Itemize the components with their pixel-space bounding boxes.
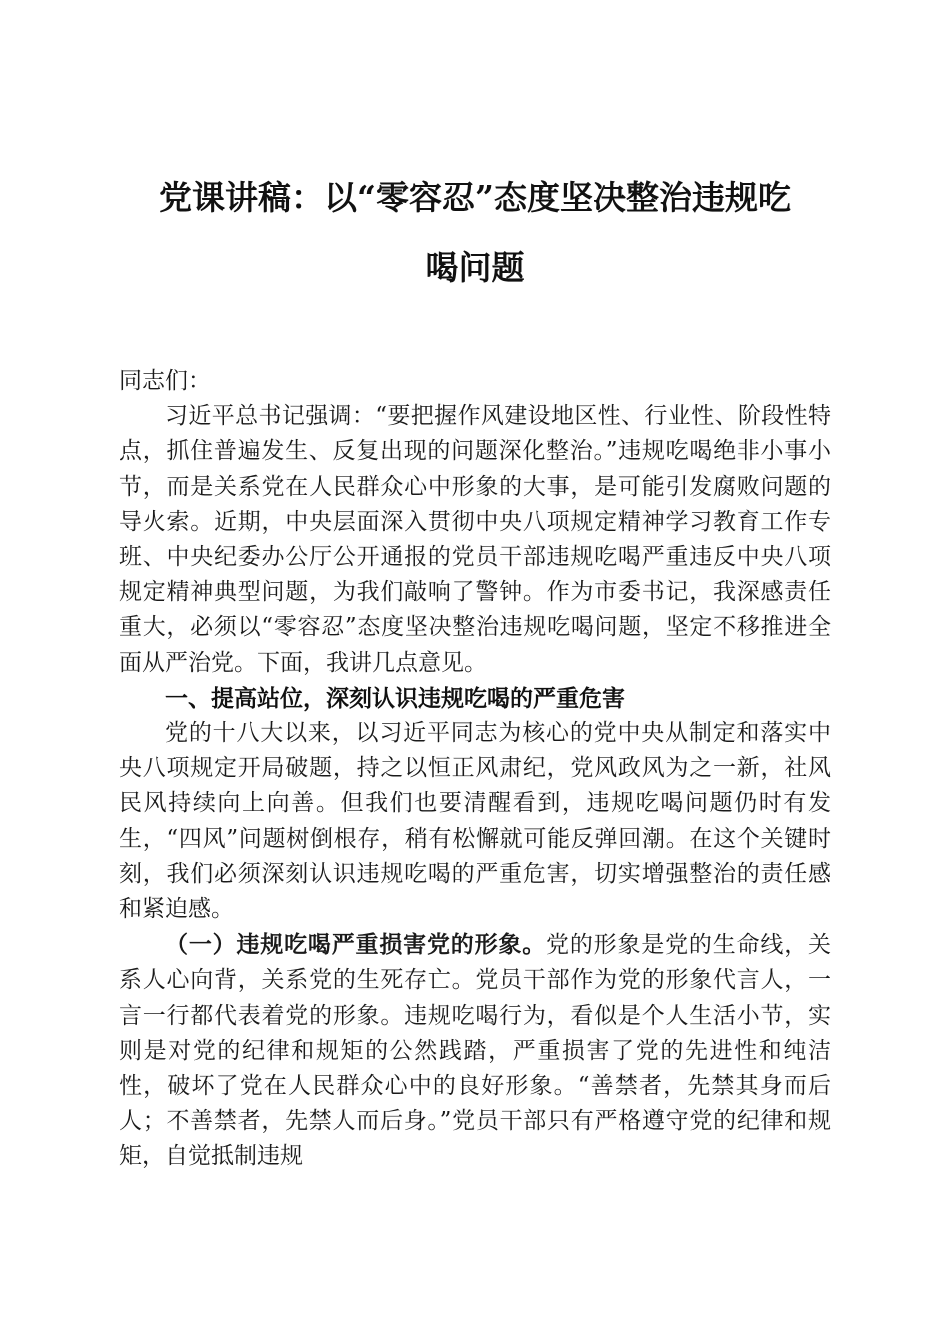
document-title-line-2: 喝问题	[425, 248, 525, 287]
section-heading-1: 一、提高站位，深刻认识违规吃喝的严重危害	[165, 684, 625, 712]
greeting: 同志们：	[119, 368, 211, 394]
paragraph-section-1: 党的十八大以来，以习近平同志为核心的党中央从制定和落实中央八项规定开局破题，持之以恒正风肃纪，党风政风为之一新，社风民风持续向上向善。但我们也要清醒看到，违规吃喝问题仍时有发生，“四风”问题树倒根存，稍有松懈就可能反弹回潮。在这个关键时刻，我们必须深刻认识违规吃喝的严重危害，切实增强整治的责任感和紧迫感。	[119, 720, 831, 923]
subsection-heading-1: （一）违规吃喝严重损害党的形象。	[165, 931, 547, 959]
subsection-1-text: 党的形象是党的生命线，关系人心向背，关系党的生死存亡。党员干部作为党的形象代言人，一言一行都代表着党的形象。违规吃喝行为，看似是个人生活小节，实则是对党的纪律和规矩的公然践踏，严重损害了党的先进性和纯洁性，破坏了党在人民群众心中的良好形象。“善禁者，先禁其身而后人；不善禁者，先禁人而后身。”党员干部只有严格遵守党的纪律和规矩，自觉抵制违规	[119, 932, 832, 1170]
document-title-line-1: 党课讲稿：以“零容忍”态度坚决整治违规吃	[159, 178, 791, 217]
paragraph-intro: 习近平总书记强调：“要把握作风建设地区性、行业性、阶段性特点，抓住普遍发生、反复出现的问题深化整治。”违规吃喝绝非小事小节，而是关系党在人民群众心中形象的大事，是可能引发腐败问题的导火索。近期，中央层面深入贯彻中央八项规定精神学习教育工作专班、中央纪委办公厅公开通报的党员干部违规吃喝严重违反中央八项规定精神典型问题，为我们敲响了警钟。作为市委书记，我深感责任重大，必须以“零容忍”态度坚决整治违规吃喝问题，坚定不移推进全面从严治党。下面，我讲几点意见。	[119, 403, 831, 676]
document-body	[119, 364, 831, 1175]
paragraph-subsection-1	[119, 927, 831, 1174]
